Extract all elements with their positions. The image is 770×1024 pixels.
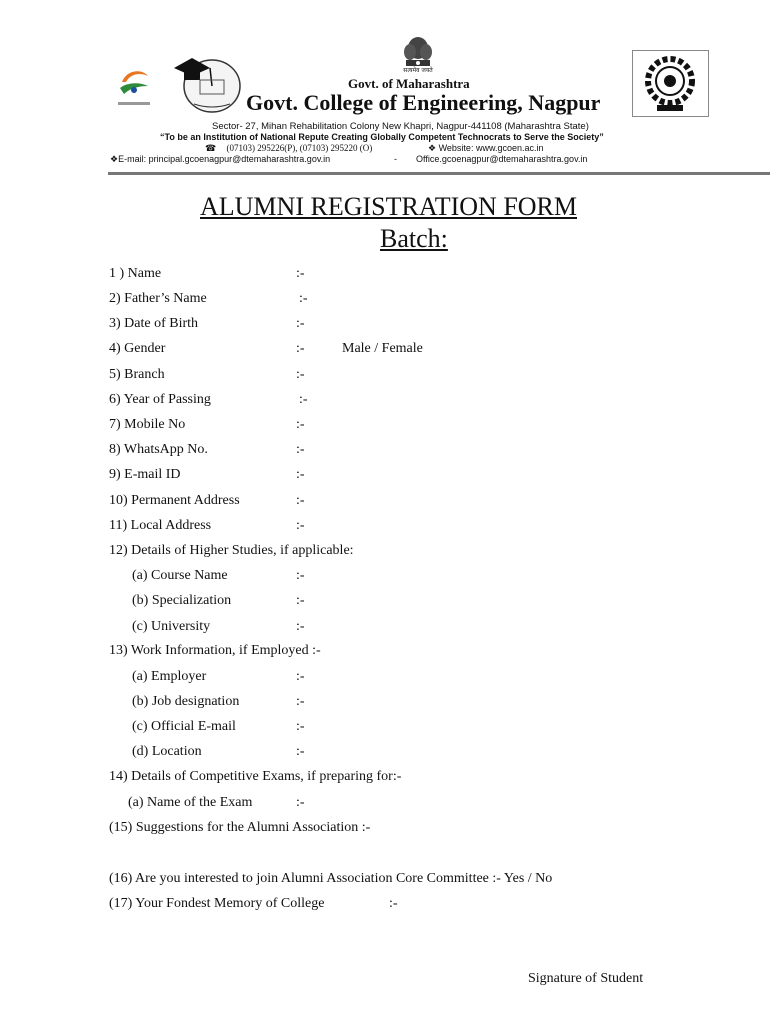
field-permanent-address-colon: :- <box>296 493 305 508</box>
field-dob-label: 3) Date of Birth <box>109 316 199 331</box>
fondest-memory-colon: :- <box>389 896 398 911</box>
website-line <box>428 143 543 154</box>
competitive-exams-heading: 14) Details of Competitive Exams, if preparing for:- <box>109 769 402 784</box>
college-crest-logo <box>170 46 242 114</box>
field-designation-colon: :- <box>296 694 305 709</box>
field-name-colon: :- <box>296 266 305 281</box>
field-specialization-colon: :- <box>296 593 305 608</box>
field-course-colon: :- <box>296 568 305 583</box>
field-university-colon: :- <box>296 619 305 634</box>
field-year-colon: :- <box>299 392 308 407</box>
email-text: E-mail: principal.gcoenagpur@dtemaharashtra.gov.in <box>118 154 331 164</box>
field-exam-name-label: (a) Name of the Exam <box>128 795 253 810</box>
field-branch-label: 5) Branch <box>109 367 165 382</box>
national-emblem <box>398 34 438 78</box>
diamond-icon: ❖ <box>110 155 119 165</box>
field-specialization-label: (b) Specialization <box>132 593 232 608</box>
field-mobile-colon: :- <box>296 417 305 432</box>
phone-text: (07103) 295226(P), (07103) 295220 (O) <box>226 143 373 153</box>
college-name: Govt. College of Engineering, Nagpur <box>246 90 601 115</box>
field-official-email-label: (c) Official E-mail <box>132 719 236 734</box>
diamond-icon: ❖ <box>428 144 437 154</box>
field-university-label: (c) University <box>132 619 211 634</box>
signature-label: Signature of Student <box>528 971 644 986</box>
email-line <box>110 154 330 165</box>
phone-icon: ☎ <box>205 144 217 154</box>
gear-logo <box>632 50 709 117</box>
field-local-address-label: 11) Local Address <box>109 518 212 533</box>
maharashtra-logo <box>108 60 160 112</box>
field-gender-colon: :- <box>296 341 305 356</box>
field-course-label: (a) Course Name <box>132 568 228 583</box>
field-father-label: 2) Father’s Name <box>109 291 207 306</box>
dash: - <box>394 154 397 164</box>
field-email-colon: :- <box>296 467 305 482</box>
field-dob-colon: :- <box>296 316 305 331</box>
core-committee-label: (16) Are you interested to join Alumni Association Core Committee :- Yes / No <box>109 871 553 886</box>
suggestions-label: (15) Suggestions for the Alumni Association :- <box>109 820 371 835</box>
field-whatsapp-label: 8) WhatsApp No. <box>109 442 208 457</box>
website-text: Website: www.gcoen.ac.in <box>438 143 544 153</box>
header-divider <box>108 172 770 175</box>
emblem-script: सत्यमेव जयते <box>403 67 433 74</box>
field-branch-colon: :- <box>296 367 305 382</box>
field-email-label: 9) E-mail ID <box>109 467 181 482</box>
higher-studies-heading: 12) Details of Higher Studies, if applicable: <box>109 543 354 558</box>
govt-label: Govt. of Maharashtra <box>348 76 470 91</box>
field-gender-label: 4) Gender <box>109 341 166 356</box>
address-line: Sector- 27, Mihan Rehabilitation Colony New Khapri, Nagpur-441108 (Maharashtra State) <box>212 121 589 132</box>
office-email: Office.gcoenagpur@dtemaharashtra.gov.in <box>416 154 588 164</box>
batch-label: Batch: <box>380 224 448 253</box>
field-year-label: 6) Year of Passing <box>109 392 211 407</box>
field-father-colon: :- <box>299 291 308 306</box>
field-official-email-colon: :- <box>296 719 305 734</box>
field-employer-colon: :- <box>296 669 305 684</box>
field-location-colon: :- <box>296 744 305 759</box>
field-whatsapp-colon: :- <box>296 442 305 457</box>
field-location-label: (d) Location <box>132 744 202 759</box>
field-designation-label: (b) Job designation <box>132 694 240 709</box>
motto-line: “To be an Institution of National Repute Creating Globally Competent Technocrats to Serve the Society” <box>160 132 604 142</box>
fondest-memory-label: (17) Your Fondest Memory of College <box>109 896 325 911</box>
field-local-address-colon: :- <box>296 518 305 533</box>
form-title: ALUMNI REGISTRATION FORM <box>200 192 578 221</box>
field-gender-value: Male / Female <box>342 341 423 356</box>
field-name-label: 1 ) Name <box>109 266 162 281</box>
field-exam-name-colon: :- <box>296 795 305 810</box>
field-permanent-address-label: 10) Permanent Address <box>109 493 240 508</box>
field-mobile-label: 7) Mobile No <box>109 417 186 432</box>
phone-line <box>205 143 372 154</box>
work-info-heading: 13) Work Information, if Employed :- <box>109 643 321 658</box>
field-employer-label: (a) Employer <box>132 669 207 684</box>
